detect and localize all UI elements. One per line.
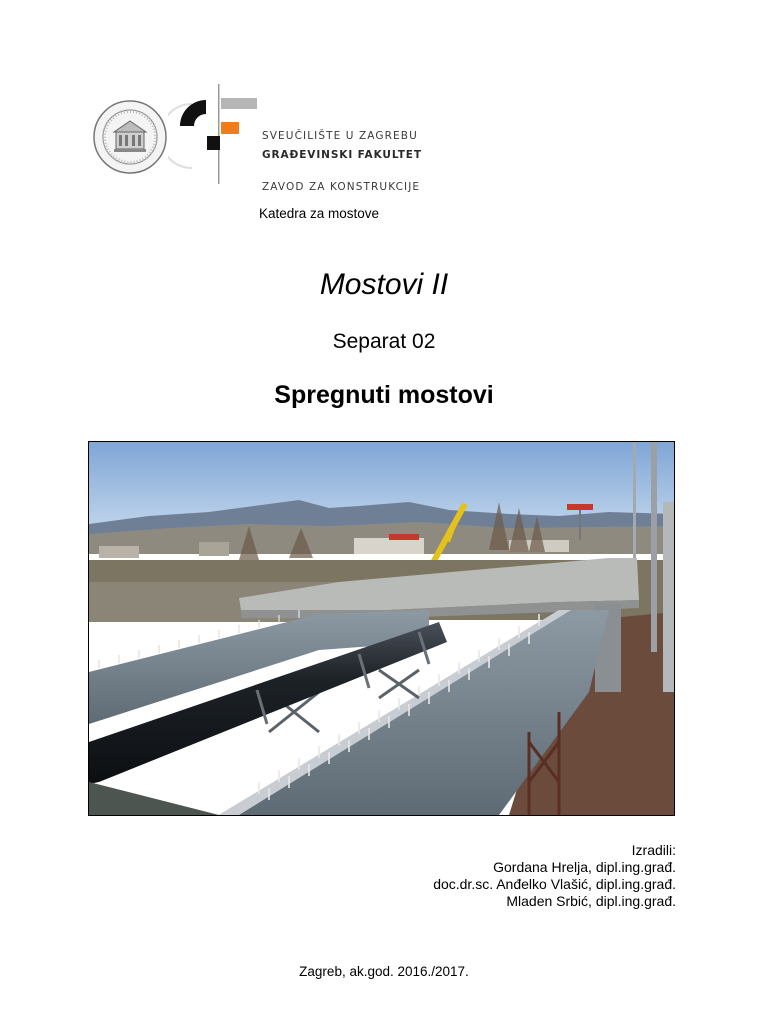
university-seal-icon [92,99,168,175]
author-name: Gordana Hrelja, dipl.ing.građ. [493,859,676,875]
document-title: Mostovi II [319,268,449,301]
chair-name: Katedra za mostove [259,206,380,221]
university-name: SVEUČILIŠTE U ZAGREBU [262,130,418,142]
department-name: ZAVOD ZA KONSTRUKCIJE [262,181,421,193]
author-name: Mladen Srbić, dipl.ing.građ. [506,893,676,909]
separat-label: Separat 02 [332,330,436,353]
faculty-name: GRAĐEVINSKI FAKULTET [262,149,422,161]
authors-label: Izradili: [631,842,676,858]
document-subtitle: Spregnuti mostovi [274,381,494,409]
author-name: doc.dr.sc. Anđelko Vlašić, dipl.ing.građ. [433,876,676,892]
authors-block [433,842,676,910]
footer-place-year: Zagreb, ak.god. 2016./2017. [299,964,469,979]
bridge-construction-photo [88,441,675,816]
faculty-logo-icon [168,84,268,184]
